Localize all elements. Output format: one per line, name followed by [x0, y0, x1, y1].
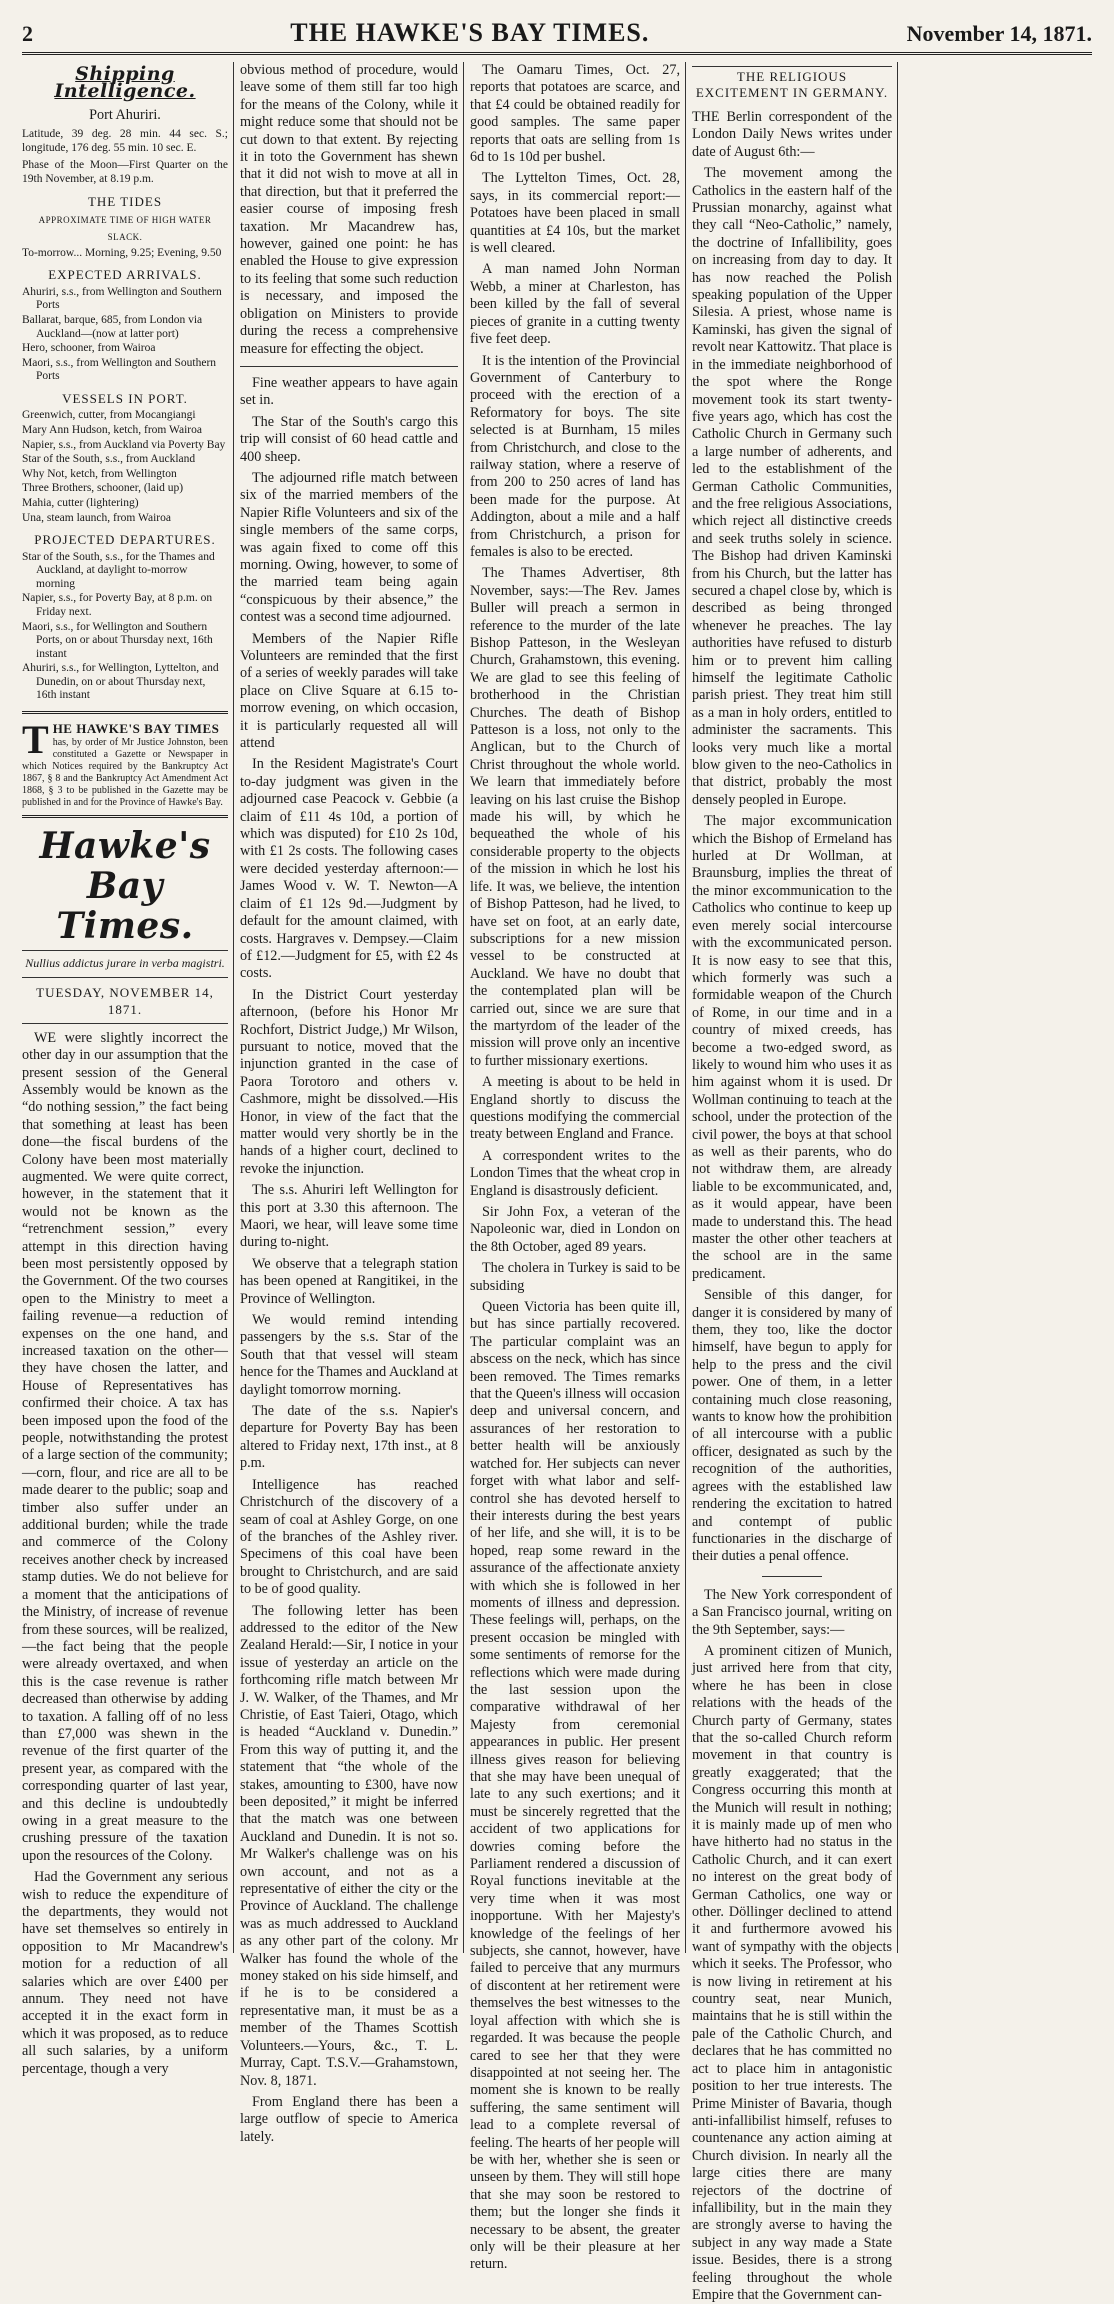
latitude-line: Latitude, 39 deg. 28 min. 44 sec. S.; longitude, 176 deg. 55 min. 10 sec. E. — [22, 128, 228, 154]
column-rule — [463, 62, 464, 1953]
shipping-heading: Shipping Intelligence. — [54, 63, 196, 103]
list-item: Star of the South, s.s., from Auckland — [22, 453, 196, 466]
vessels-list — [22, 409, 228, 525]
news-item: From England there has been a large outflow of specie to America lately. — [240, 2093, 458, 2145]
tides-line: To-morrow... Morning, 9.25; Evening, 9.50 — [22, 246, 222, 259]
article-paragraph: THE Berlin correspondent of the London Daily News writes under date of August 6th:— — [692, 109, 892, 160]
editorial-paragraph: Had the Government any serious wish to reduce the expenditure of the departments, they would not have set themselves so entirely in opposition to Mr Macandrew's motion for a reduction of all salaries which are over £400 per annum. They need not have accepted it in the exact form in which it was proposed, as to reduce all such salaries, by a uniform percentage, though a very — [22, 1869, 228, 2077]
editorial-paragraph: WE were slightly incorrect the other day in our assumption that the present session of the General Assembly would be known as the “do nothing session,” the fact being that something at least has been done—the fiscal burdens of the Colony have been most materially augmented. We were quite correct, however, in the statement that it would not be known as the “retrenchment session,” every attempt in this direction having been most persistently opposed by the Government. Of the two courses open to the Ministry to meet a failing revenue—a reduction of expenses on the one hand, and increased taxation on the other—they have chosen the latter, and House of Representatives has confirmed their choice. A tax has been imposed upon the food of the people, notwithstanding the protest of a large section of the community;—corn, flour, and rice are all to be made dearer to the public; soap and timber also suffer under an additional burden; while the trade and commerce of the Colony receives another check by increased stamp duties. We do not believe for a moment that the anticipations of the Ministry, of increase of revenue from these sources, will be realized,—the fact being that the people were already overtaxed, and when this is the case revenue is rather decreased than otherwise by adding to taxation. A falling off of no less than £7,000 was shewn in the revenue of the first quarter of the present year, as compared with the corresponding quarter of last year, and this decline is undoubtedly owing in a great measure to the crushing pressure of the taxation upon the resources of the Colony. — [22, 1029, 228, 1864]
article-paragraph: The New York correspondent of a San Francisco journal, writing on the 9th September, says:— — [692, 1586, 892, 1638]
page-number: 2 — [22, 21, 33, 46]
news-item: We would remind intending passengers by the s.s. Star of the South that that vessel will steam hence for the Thames and Auckland at daylight tomorrow morning. — [240, 1312, 458, 1398]
list-item: Ahuriri, s.s., for Wellington, Lyttelton, and Dunedin, on or about Thursday next, 16th instant — [22, 662, 219, 702]
column-rule — [685, 62, 686, 1953]
notice-title: HE HAWKE'S BAY TIMES — [52, 721, 220, 737]
vessels-heading: VESSELS IN PORT. — [62, 390, 188, 406]
news-item: The date of the s.s. Napier's departure for Poverty Bay has been altered to Friday next, 17th inst., at 8 p.m. — [240, 1403, 458, 1472]
news-item: Intelligence has reached Christchurch of the discovery of a seam of coal at Ashley Gorge, on one of the branches of the Ashley river. Specimens of this coal have been brought to Christchurch, and are said to be of good quality. — [240, 1476, 458, 1598]
column-1 — [22, 62, 228, 2077]
news-item: The Oamaru Times, Oct. 27, reports that potatoes are scarce, and that £4 could be obtained readily for good samples. The same paper reports that oats are selling from 1s 6d to 1s 10d per bushel. — [470, 62, 680, 166]
arrivals-heading: EXPECTED ARRIVALS. — [48, 267, 202, 283]
news-item: Fine weather appears to have again set in. — [240, 374, 458, 409]
news-item: The following letter has been addressed to the editor of the New Zealand Herald:—Sir, I notice in your issue of yesterday an article on the forthcoming rifle match between Mr J. W. Walker, of the Thames, and Mr Christie, of East Taieri, Otago, which is headed “Auckland v. Dunedin.” From this way of putting it, and the statement that “the whole of the stakes, amounting to £300, have now been deposited,” it might be inferred that the match was one between Auckland and Dunedin. It is not so. Mr Walker's challenge was on his own account, and not as a representative of either the city or the Province of Auckland. The challenge was as much addressed to Auckland as any other part of the colony. Mr Walker has found the whole of the money staked on his side himself, and if he is to be considered a representative man, it must be as a member of the Thames Scottish Volunteers.—Yours, &c., T. L. Murray, Capt. T.S.V.—Grahamstown, Nov. 8, 1871. — [240, 1602, 458, 2089]
news-item: The cholera in Turkey is said to be subsiding — [470, 1260, 680, 1294]
divider — [762, 1576, 822, 1577]
notice-body: has, by order of Mr Justice Johnston, been constituted a Gazette or Newspaper in which Notices required by the Bankruptcy Act 1867, § 8 and the Bankruptcy Act Amendment Act 1868, § 3 to be published in the Gazette may be published in and for the Province of Hawke's Bay. — [22, 737, 228, 809]
list-item: Greenwich, cutter, from Mocangiangi — [22, 409, 196, 422]
issue-date: November 14, 1871. — [906, 21, 1092, 46]
list-item: Maori, s.s., for Wellington and Southern Ports, on or about Thursday next, 16th instant — [22, 620, 213, 660]
departures-list — [22, 551, 228, 704]
news-item: The Lyttelton Times, Oct. 28, says, in its commercial report:—Potatoes have been placed in small quantities at £4 10s, but the market is well cleared. — [470, 170, 680, 257]
list-item: Ahuriri, s.s., from Wellington and Southern Ports — [22, 285, 222, 312]
port-name: Port Ahuriri. — [89, 106, 161, 123]
article-paragraph: A prominent citizen of Munich, just arrived here from that city, where he has been in close relations with the heads of the Church party of Germany, states that the so-called Church reform movement in that country is greatly exaggerated; that the Congress occurring this month at the Munich will result in nothing; it is mainly made up of men who have hitherto had no status in the Catholic Church, and it can exert no interest on the great body of German Catholics, one way or other. Döllinger declined to attend it and furthermore avowed his want of sympathy with the objects which it seeks. The Professor, who is now living in retirement at his country seat, near Munich, maintains that he is still within the pale of the Catholic Church, and declares that he has committed no act to place him in antagonistic position to her true interests. The Prime Minister of Bavaria, though anti-infallibilist himself, refuses to countenance any action aiming at Church division. In nearly all the large cities there are many rejectors of the doctrine of infallibility, but in the main they are strongly averse to having the subject in any way made a State issue. Besides, there is a strong feeling throughout the whole Empire that the Government can- — [692, 1642, 892, 2303]
tides-subheading: APPROXIMATE TIME OF HIGH WATER SLACK. — [38, 215, 212, 243]
list-item: Napier, s.s., from Auckland via Poverty Bay — [22, 438, 226, 451]
news-item: Sir John Fox, a veteran of the Napoleonic war, died in London on the 8th October, aged 89 years. — [470, 1204, 680, 1255]
list-item: Why Not, ketch, from Wellington — [22, 467, 177, 480]
motto: Nullius addictus jurare in verba magistri. — [22, 950, 228, 977]
list-item: Hero, schooner, from Wairoa — [22, 342, 156, 355]
news-item: In the District Court yesterday afternoon, (before his Honor Mr Rochfort, District Judge,) Mr Wilson, pursuant to notice, moved that the injunction granted in the case of Paora Torotoro and others v. Cashmore, might be dissolved.—His Honor, in view of the fact that the matter would very shortly be in the hands of a higher court, declined to revoke the injunction. — [240, 986, 458, 1177]
article-paragraph: The movement among the Catholics in the eastern half of the Prussian monarchy, against what they call “Neo-Catholic,” namely, the doctrine of Infallibility, goes on increasing from day to day. It has now reached the Polish speaking population of the Upper Silesia. A priest, whose name is Kaminski, has given the signal of revolt near Kattowitz. That place is in the immediate neighborhood of the spot where the Ronge movement took its start twenty-five years ago, which has cost the Catholic Church in Germany such a large number of adherents, and led to the establishment of the German Catholic Communities, and the free religious Associations, which reject all distinctive creeds and seek truths solely in science. The Bishop had driven Kaminski from his Church, but the latter has secured a chapel close by, which is described as being thronged whenever he preaches. The lay authorities have refused to disturb him or to prevent him calling himself the legitimate Catholic parish priest. They treat him still as a man in holy orders, entitled to administer the sacraments. This looks very much like a mortal blow given to the neo-Catholics in that district, probably the most densely peopled in Europe. — [692, 165, 892, 808]
list-item: Mary Ann Hudson, ketch, from Wairoa — [22, 423, 202, 436]
column-3 — [470, 62, 680, 2273]
page-title: THE HAWKE'S BAY TIMES. — [290, 18, 650, 47]
news-item: In the Resident Magistrate's Court to-day judgment was given in the adjourned case Peacock v. Gebbie (a claim of £11 4s 10d, a portion of which was disputed) for £10 2s 10d, with £1 2s costs. The following cases were decided yesterday afternoon:—James Wood v. W. T. Newton—A claim of £1 12s 9d.—Judgment by default for the amount claimed, with costs. Hargraves v. Dempsey.—Claim of £12.—Judgment for £5, with £2 4s costs. — [240, 756, 458, 982]
departures-heading: PROJECTED DEPARTURES. — [34, 532, 216, 548]
news-item: A meeting is about to be held in England shortly to discuss the questions modifying the commercial treaty between England and France. — [470, 1074, 680, 1143]
column-rule — [897, 62, 898, 1953]
article-heading: THE RELIGIOUS EXCITEMENT IN GERMANY. — [692, 66, 892, 101]
editorial-paragraph: obvious method of procedure, would leave some of them still far too high for the means of the Colony, while it might reduce some that should not be cut down to that extent. By rejecting it in toto the Government has shewn that it did not wish to move at all in that direction, but that it preferred the easier course of imposing fresh taxation. Mr Macandrew has, however, gained one point: he has enabled the House to give expression to its feeling that some such reduction is necessary, and imposed the obligation on Ministers to provide during the recess a comprehensive measure for effecting the object. — [240, 62, 458, 357]
column-4 — [692, 62, 892, 2303]
news-item: The Star of the South's cargo this trip will consist of 60 head cattle and 400 sheep. — [240, 413, 458, 465]
gazette-notice — [22, 711, 228, 818]
news-item: Members of the Napier Rifle Volunteers are reminded that the first of a series of weekly parades will take place on Clive Square at 6.15 to-morrow evening, on which occasion, it is particularly requested all will attend — [240, 630, 458, 752]
list-item: Star of the South, s.s., for the Thames and Auckland, at daylight to-morrow morning — [22, 550, 215, 590]
divider — [240, 366, 458, 367]
list-item: Napier, s.s., for Poverty Bay, at 8 p.m. on Friday next. — [22, 592, 213, 618]
list-item: Una, steam launch, from Wairoa — [22, 511, 171, 524]
news-item: A man named John Norman Webb, a miner at Charleston, has been killed by the fall of several pieces of granite in a cutting twenty five feet deep. — [470, 261, 680, 348]
masthead — [22, 18, 1092, 55]
news-item: Queen Victoria has been quite ill, but has since partially recovered. The particular complaint was an abscess on the neck, which has since been removed. The Times remarks that the Queen's illness will occasion deep and universal concern, and assurances of her restoration to better health will be anxiously watched for. Her subjects can never forget with what labor and self-control she has devoted herself to their interests during the best years of her life, and she will, it is to be hoped, reap some reward in the assurance of the affectionate anxiety with which she is followed in her moments of illness and depression. These feelings will, perhaps, on the present occasion be mingled with some sentiments of remorse for the reflections which were made during the last session upon the comparative withdrawal of her Majesty from ceremonial appearances in public. Her present illness gives reason for believing that she may have been unequal of late to any such exertions; and it must be sincerely regretted that the accident of two applications for dowries coming before the Parliament rendered a discussion of Royal functions inevitable at the very time when it was most inopportune. With her Majesty's knowledge of the feelings of her subjects, she cannot, however, have failed to perceive that any murmurs of discontent at her retirement were themselves the best witnesses to the loyal affection with which she is regarded. It was because the people cared to see her that they were disappointed at not seeing her. The moment she is known to be really suffering, the same sentiment will lead to a complete reversal of feeling. The hearts of her people will be with her, whether she is seen or unseen by them. They will still hope that she may soon be restored to them; but the longer she finds it necessary to be absent, the greater only will be their pleasure at her return. — [470, 1299, 680, 2273]
arrivals-list — [22, 286, 228, 384]
moon-line: Phase of the Moon—First Quarter on the 19th November, at 8.19 p.m. — [22, 159, 228, 185]
column-rule — [233, 62, 234, 1953]
news-item: The s.s. Ahuriri left Wellington for this port at 3.30 this afternoon. The Maori, we hear, will leave some time during to-night. — [240, 1182, 458, 1251]
news-item: We observe that a telegraph station has been opened at Rangitikei, in the Province of Wellington. — [240, 1255, 458, 1307]
list-item: Ballarat, barque, 685, from London via Auckland—(now at latter port) — [22, 314, 203, 340]
paper-title: Hawke's Bay Times. — [39, 825, 211, 948]
news-item: A correspondent writes to the London Times that the wheat crop in England is disastrously deficient. — [470, 1147, 680, 1199]
news-item: The Thames Advertiser, 8th November, says:—The Rev. James Buller will preach a sermon in reference to the murder of the late Bishop Patteson, in the Wesleyan Church, Grahamstown, this evening. We are glad to see this feeling of brotherhood in the Christian Churches. The death of Bishop Patteson is a loss, not only to the Anglican, but to the Church of Christ throughout the whole world. We learn that immediately before leaving on his last cruise the Bishop made his will, by which he bequeathed the whole of his considerable property to the objects of the mission in which he lost his life. It was, we believe, the intention of Bishop Patteson, had he lived, to have set on foot, at an early date, subscriptions for a new mission vessel to be constructed at Auckland. We have no doubt that the contemplated plan will be carried out, since we are sure that the martyrdom of the leader of the mission will prove only an incentive to further missionary exertions. — [470, 565, 680, 1069]
article-paragraph: The major excommunication which the Bishop of Ermeland has hurled at Dr Wollman, at Braunsburg, implies the threat of the minor excommunication to the Catholics who continue to keep up even merely social intercourse with the excommunicated person. It is now easy to see that this, which formerly was such a formidable weapon of the Church of Rome, in our time and in a country of mixed creeds, has become a two-edged sword, as likely to wound him who uses it as him against whom it is used. Dr Wollman continuing to teach at the school, under the protection of the civil power, the boys at that school as well as their parents, who do not withdraw them, are already liable to be excommunicated, and, as it would appear, have been made to understand this. The head master the other other teachers at the school are in the same predicament. — [692, 813, 892, 1282]
columns — [22, 62, 1092, 2303]
list-item: Maori, s.s., from Wellington and Southern Ports — [22, 356, 217, 383]
notice-drop-cap: T — [22, 717, 49, 763]
list-item: Three Brothers, schooner, (laid up) — [22, 482, 184, 495]
tides-heading: THE TIDES — [87, 193, 163, 209]
news-item: It is the intention of the Provincial Government of Canterbury to proceed with the erection of a Reformatory for boys. The site selected is at Burnham, 15 miles from Christchurch, and close to the railway station, where a reserve of from 200 to 250 acres of land has been made for the purpose. At Addington, about a mile and a half from Christchurch, a prison for females is also to be erected. — [470, 352, 680, 560]
article-paragraph: Sensible of this danger, for danger it is considered by many of them, they too, like the doctor himself, have begun to apply for help to the press and the civil power. One of them, in a letter containing much close reasoning, wants to know how the prohibition of all intercourse with a public officer, designated as such by the recognition of the authorities, agrees with the established law rendering the excitation to hatred and contempt of public functionaries in the discharge of their duties a penal offence. — [692, 1287, 892, 1565]
editorial-dateline: TUESDAY, NOVEMBER 14, 1871. — [22, 984, 228, 1024]
list-item: Mahia, cutter (lightering) — [22, 496, 139, 509]
news-item: The adjourned rifle match between six of the married members of the Napier Rifle Volunteers and six of the single members of the same corps, was again fixed to come off this morning. Owing, however, to some of the married team being again “conspicuous by their absence,” the contest was a second time adjourned. — [240, 469, 458, 626]
column-2 — [240, 62, 458, 2145]
